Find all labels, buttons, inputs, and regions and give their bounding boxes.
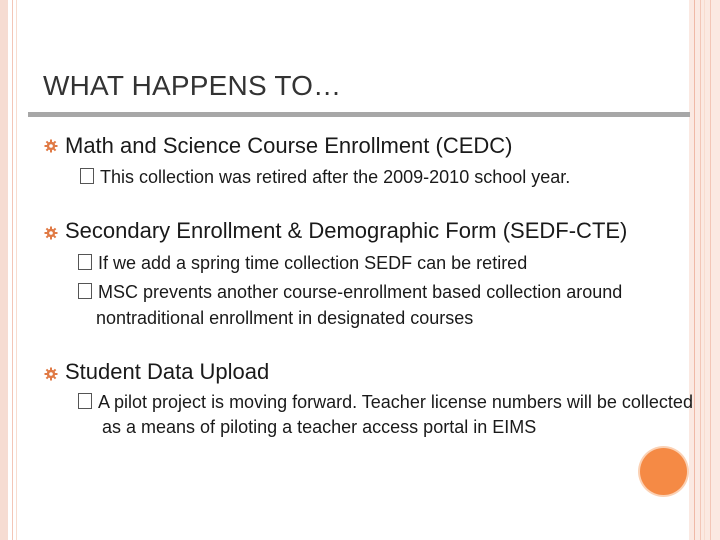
left-decor-line — [16, 0, 17, 540]
checkbox-icon — [78, 393, 92, 409]
section-heading-sedf: Secondary Enrollment & Demographic Form (SEDF-CTE) — [65, 218, 628, 243]
section-heading-upload: Student Data Upload — [65, 359, 270, 384]
section-heading-cedc: Math and Science Course Enrollment (CEDC) — [65, 133, 513, 158]
bullet-text: A pilot project is moving forward. Teacher license numbers will be collected as a means of piloting a teacher access portal in EIMS — [98, 392, 693, 437]
bullet-upload-1 — [78, 390, 702, 440]
gear-icon — [44, 226, 58, 240]
checkbox-icon — [78, 254, 92, 270]
right-decor-line — [704, 0, 705, 540]
bullet-sedf-2 — [78, 279, 676, 331]
checkbox-icon — [78, 283, 92, 299]
title-underline — [28, 112, 690, 117]
bullet-text: If we add a spring time collection SEDF can be retired — [98, 253, 528, 273]
gear-icon — [44, 139, 58, 153]
bullet-text: MSC prevents another course-enrollment based collection around nontraditional enrollment in designated courses — [96, 282, 623, 328]
bullet-text: This collection was retired after the 2009-2010 school year. — [100, 167, 571, 187]
slide-title: WHAT HAPPENS TO… — [43, 70, 342, 101]
gear-icon — [44, 367, 58, 381]
right-decor-line — [710, 0, 711, 540]
right-decor-line — [700, 0, 701, 540]
bullet-sedf-1 — [78, 250, 678, 276]
checkbox-icon — [80, 168, 94, 184]
left-decor-line — [12, 0, 13, 540]
left-decor-band — [0, 0, 8, 540]
bullet-cedc-1 — [80, 164, 680, 190]
decor-orange-circle — [640, 448, 687, 495]
right-decor-line — [694, 0, 695, 540]
